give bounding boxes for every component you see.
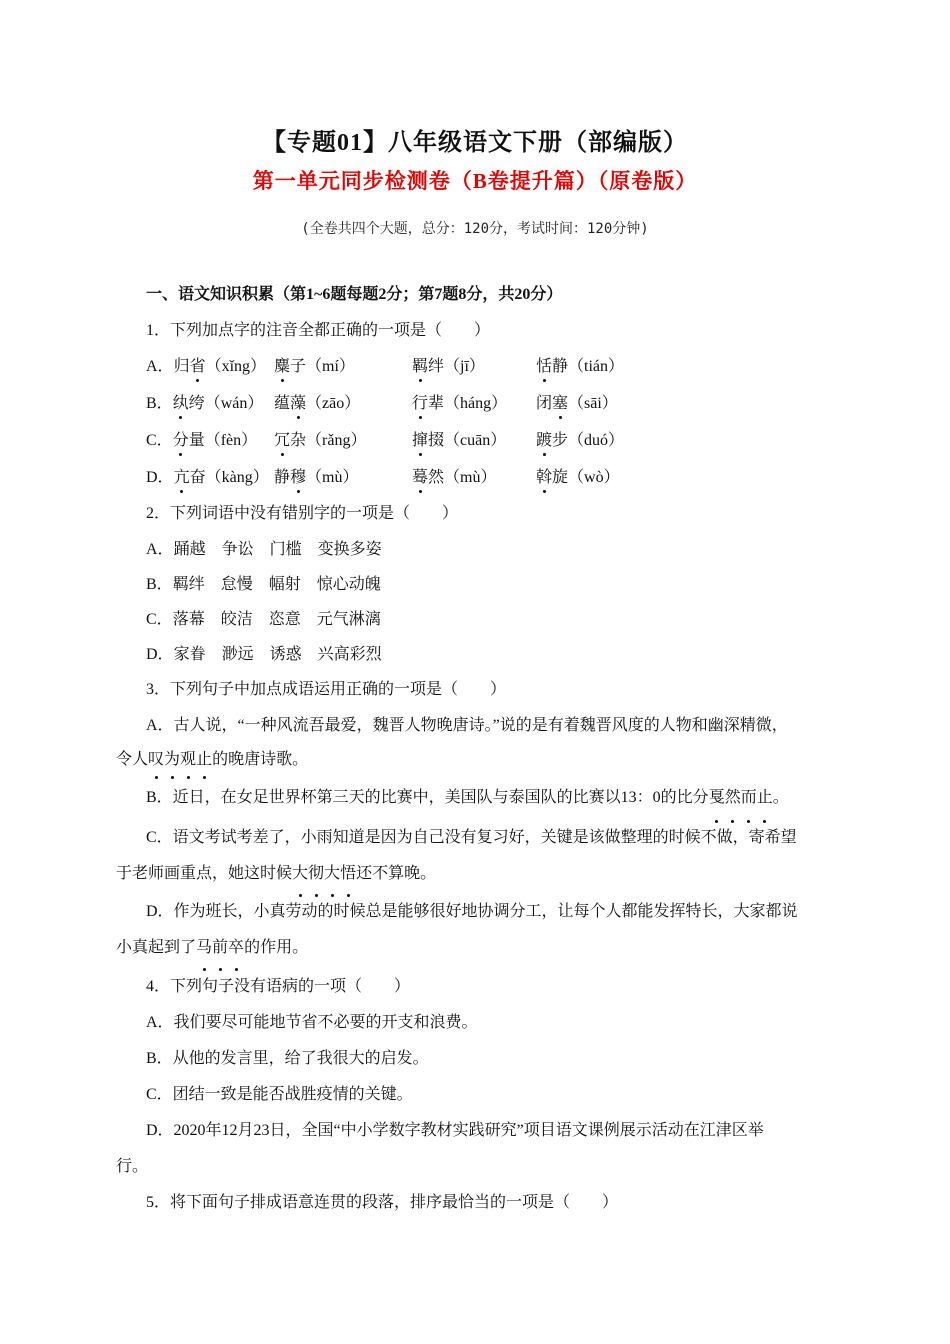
pinyin: （tián） bbox=[568, 358, 625, 375]
char: 静 bbox=[552, 358, 569, 375]
text: 还不算晚。 bbox=[356, 865, 437, 882]
dotted-char: 大 bbox=[324, 856, 340, 892]
pinyin: （wán） bbox=[204, 395, 264, 412]
q4-option-c: C．团结一致是能否战胜疫情的关键。 bbox=[146, 1086, 413, 1103]
q2-word: 怠慢 bbox=[220, 576, 253, 593]
pinyin: （sāi） bbox=[568, 395, 618, 412]
pinyin: （háng） bbox=[444, 395, 508, 412]
q2-word: 惊心动魄 bbox=[316, 576, 381, 593]
q2-word: 兴高彩烈 bbox=[317, 646, 382, 663]
dotted-char: 彻 bbox=[308, 856, 324, 892]
q2-word: 争讼 bbox=[221, 541, 254, 558]
text: 的作用。 bbox=[244, 939, 309, 956]
char: 子 bbox=[290, 358, 307, 375]
q1-options bbox=[116, 356, 836, 488]
dotted-char: 马 bbox=[196, 930, 212, 966]
q4-option-a: A．我们要尽可能地节省不必要的开支和浪费。 bbox=[146, 1014, 478, 1031]
pinyin: （kàng） bbox=[205, 469, 269, 486]
option-label: A． bbox=[146, 541, 174, 558]
q1-option-item bbox=[146, 430, 257, 451]
pinyin: （mí） bbox=[306, 358, 355, 375]
q3-a-line2 bbox=[116, 746, 836, 774]
text: 。 bbox=[772, 789, 789, 806]
char: 绔 bbox=[188, 395, 205, 412]
q3-option-a bbox=[116, 706, 836, 774]
char: 纨 bbox=[172, 395, 189, 412]
q2-option-row bbox=[116, 539, 836, 560]
char: 省 bbox=[189, 358, 206, 375]
q1-option-item bbox=[412, 467, 496, 488]
q3-d-line2 bbox=[116, 930, 836, 966]
dotted-char: 戛 bbox=[709, 778, 725, 818]
q2-stem: 2．下列词语中没有错别字的一项是（ ） bbox=[146, 505, 459, 522]
text: 的晚唐诗歌。 bbox=[212, 751, 309, 768]
char: 旋 bbox=[552, 469, 569, 486]
q3-option-b bbox=[116, 778, 836, 818]
q3-option-d bbox=[116, 894, 836, 966]
q1-option-item bbox=[274, 393, 360, 414]
char: 蕴 bbox=[274, 395, 291, 412]
pinyin: （mù） bbox=[306, 469, 359, 486]
pinyin: （zāo） bbox=[306, 395, 361, 412]
dotted-char: 观 bbox=[180, 746, 196, 774]
dotted-idiom bbox=[292, 865, 356, 882]
dotted-char: 止 bbox=[757, 778, 773, 818]
pinyin: （rǎng） bbox=[306, 432, 367, 449]
q2-word: 皎洁 bbox=[220, 611, 253, 628]
char: 步 bbox=[552, 432, 569, 449]
q2-word: 踊越 bbox=[173, 541, 206, 558]
dotted-idiom bbox=[196, 939, 244, 956]
q1-option-item bbox=[412, 430, 506, 451]
char: 绊 bbox=[428, 358, 445, 375]
q3-stem: 3．下列句子中加点成语运用正确的一项是（ ） bbox=[146, 681, 507, 698]
pinyin: （jī） bbox=[444, 358, 485, 375]
option-label: A． bbox=[146, 358, 174, 375]
char: 恬 bbox=[536, 358, 553, 375]
pinyin: （wò） bbox=[568, 469, 620, 486]
q2-word: 落幕 bbox=[172, 611, 205, 628]
q1-option-item bbox=[274, 430, 366, 451]
char: 闭 bbox=[536, 395, 553, 412]
q4-option-d-line2: 行。 bbox=[116, 1158, 149, 1175]
q1-option-item bbox=[274, 356, 355, 377]
char: 辈 bbox=[428, 395, 445, 412]
q4-option-b: B．从他的发言里，给了我很大的启发。 bbox=[146, 1050, 429, 1067]
dotted-char: 卒 bbox=[228, 930, 244, 966]
dotted-char: 大 bbox=[292, 856, 308, 892]
q2-word: 渺远 bbox=[221, 646, 254, 663]
page-subtitle: 第一单元同步检测卷（B卷提升篇）（原卷版） bbox=[252, 169, 698, 193]
q1-option-row bbox=[116, 393, 836, 414]
char: 踱 bbox=[536, 432, 553, 449]
char: 行 bbox=[412, 395, 429, 412]
q5-stem: 5．将下面句子排成语意连贯的段落，排序最恰当的一项是（ ） bbox=[146, 1194, 619, 1211]
option-label: C． bbox=[146, 432, 173, 449]
char: 归 bbox=[173, 358, 190, 375]
page-title: 【专题01】八年级语文下册（部编版） bbox=[262, 130, 688, 156]
dotted-char: 为 bbox=[164, 746, 180, 774]
q3-c-line1: C．语文考试考差了，小雨知道是因为自己没有复习好，关键是该做整理的时候不做，寄希望 bbox=[146, 829, 797, 846]
exam-note: (全卷共四个大题，总分：120分，考试时间：120分钟) bbox=[301, 221, 649, 237]
q1-option-item bbox=[412, 393, 507, 414]
exam-content bbox=[116, 284, 836, 1221]
q1-stem: 1．下列加点字的注音全都正确的一项是（ ） bbox=[146, 322, 491, 339]
q4-option-d-line1: D．2020年12月23日，全国“中小学数字教材实践研究”项目语文课例展示活动在江津区举 bbox=[146, 1122, 764, 1139]
pinyin: （fèn） bbox=[204, 432, 258, 449]
q2-word: 变换多姿 bbox=[317, 541, 382, 558]
char: 蓦 bbox=[412, 469, 429, 486]
char: 掇 bbox=[428, 432, 445, 449]
q1-option-item bbox=[536, 430, 624, 451]
char: 奋 bbox=[189, 469, 206, 486]
pinyin: （mù） bbox=[444, 469, 497, 486]
q1-option-row bbox=[116, 430, 836, 451]
q3-option-c bbox=[116, 820, 836, 892]
char: 杂 bbox=[290, 432, 307, 449]
q2-word: 家眷 bbox=[173, 646, 206, 663]
char: 然 bbox=[428, 469, 445, 486]
pinyin: （duó） bbox=[568, 432, 625, 449]
q3-a-line1: A．古人说，“一种风流吾最爱，魏晋人物晚唐诗。”说的是有着魏晋风度的人物和幽深精微， bbox=[146, 717, 788, 734]
q1-option-item bbox=[536, 467, 620, 488]
char: 斡 bbox=[536, 469, 553, 486]
char: 分 bbox=[172, 432, 189, 449]
text: 小真起到了 bbox=[116, 939, 197, 956]
q2-options bbox=[116, 539, 836, 665]
dotted-char: 叹 bbox=[148, 746, 164, 774]
char: 冗 bbox=[274, 432, 291, 449]
q2-word: 恣意 bbox=[268, 611, 301, 628]
char: 量 bbox=[188, 432, 205, 449]
q1-option-item bbox=[536, 356, 624, 377]
q4-stem: 4．下列句子没有语病的一项（ ） bbox=[146, 978, 411, 995]
char: 静 bbox=[274, 469, 291, 486]
text: B．近日，在女足世界杯第三天的比赛中，美国队与泰国队的比赛以13：0的比分 bbox=[146, 789, 709, 806]
char: 藻 bbox=[290, 395, 307, 412]
q2-word: 门槛 bbox=[269, 541, 302, 558]
q1-option-row bbox=[116, 467, 836, 488]
option-label: B． bbox=[146, 576, 173, 593]
q2-word: 诱惑 bbox=[269, 646, 302, 663]
option-label: B． bbox=[146, 395, 173, 412]
char: 麋 bbox=[274, 358, 291, 375]
option-label: D． bbox=[146, 469, 174, 486]
q1-option-item bbox=[412, 356, 485, 377]
q1-option-item bbox=[146, 356, 266, 377]
dotted-idiom bbox=[709, 789, 773, 806]
q2-word: 元气淋漓 bbox=[316, 611, 381, 628]
char: 穆 bbox=[290, 469, 307, 486]
section-heading: 一、语文知识积累（第1~6题每题2分；第7题8分，共20分） bbox=[146, 286, 563, 303]
dotted-char: 止 bbox=[196, 746, 212, 774]
text: 令人 bbox=[116, 751, 149, 768]
q2-word: 幅射 bbox=[268, 576, 301, 593]
q1-option-item bbox=[274, 467, 358, 488]
q3-c-line2 bbox=[116, 856, 836, 892]
option-label: C． bbox=[146, 611, 173, 628]
q1-option-item bbox=[536, 393, 618, 414]
q1-option-item bbox=[146, 467, 269, 488]
dotted-char: 前 bbox=[212, 930, 228, 966]
char: 撺 bbox=[412, 432, 429, 449]
q2-option-row bbox=[116, 644, 836, 665]
q2-option-row bbox=[116, 574, 836, 595]
char: 羁 bbox=[412, 358, 429, 375]
q1-option-item bbox=[146, 393, 263, 414]
dotted-char: 悟 bbox=[340, 856, 356, 892]
dotted-idiom bbox=[148, 751, 212, 768]
pinyin: （xǐng） bbox=[205, 358, 267, 375]
dotted-char: 而 bbox=[741, 778, 757, 818]
q3-d-line1: D．作为班长，小真劳动的时候总是能够很好地协调分工，让每个人都能发挥特长，大家都说 bbox=[146, 903, 798, 920]
pinyin: （cuān） bbox=[444, 432, 507, 449]
q2-word: 羁绊 bbox=[172, 576, 205, 593]
dotted-char: 然 bbox=[725, 778, 741, 818]
q1-option-row bbox=[116, 356, 836, 377]
text: 于老师画重点，她这时候 bbox=[116, 865, 293, 882]
char: 塞 bbox=[552, 395, 569, 412]
char: 亢 bbox=[173, 469, 190, 486]
option-label: D． bbox=[146, 646, 174, 663]
q2-option-row bbox=[116, 609, 836, 630]
